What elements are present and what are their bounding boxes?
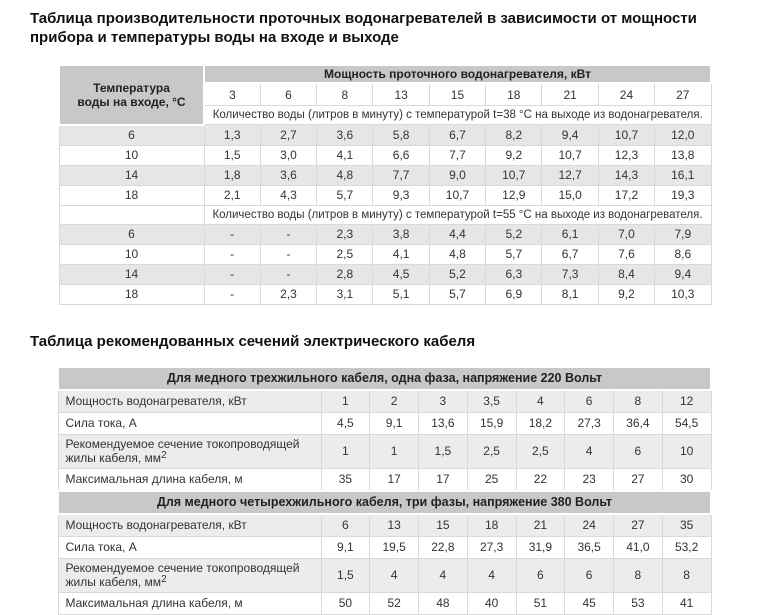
value-cell: 9,3 <box>373 185 429 205</box>
value-cell: 21 <box>516 514 565 537</box>
power-value-cell: 13 <box>373 83 429 106</box>
temp-cell: 18 <box>59 185 204 205</box>
table-row <box>59 125 711 146</box>
subheader-cell: Количество воды (литров в минуту) с температурой t=55 °С на выходе из водонагревателя. <box>204 205 711 224</box>
table-row <box>59 264 711 284</box>
power-header-cell: Мощность проточного водонагревателя, кВт <box>204 65 711 83</box>
value-cell: 2,5 <box>516 434 565 468</box>
value-cell: 7,7 <box>373 165 429 185</box>
value-cell: 3,8 <box>373 224 429 244</box>
superscript: 2 <box>161 574 167 585</box>
value-cell: 36,4 <box>614 412 663 434</box>
table-row <box>59 185 711 205</box>
value-cell: 8,4 <box>598 264 654 284</box>
value-cell: 9,4 <box>542 125 598 146</box>
table-row <box>58 434 711 468</box>
value-cell: 13,8 <box>655 145 711 165</box>
section-header-cell: Для медного трехжильного кабеля, одна фаза, напряжение 220 Вольт <box>58 367 711 390</box>
value-cell: 2,5 <box>467 434 516 468</box>
value-cell: 19,3 <box>655 185 711 205</box>
value-cell: 22,8 <box>419 536 468 558</box>
value-cell: 41 <box>662 592 711 614</box>
value-cell: 40 <box>467 592 516 614</box>
value-cell: 1,5 <box>419 434 468 468</box>
value-cell: 35 <box>321 468 370 491</box>
cable-table <box>57 366 712 615</box>
value-cell: 13,6 <box>419 412 468 434</box>
row-label-cell: Мощность водонагревателя, кВт <box>58 514 321 537</box>
table-row <box>59 65 711 83</box>
temp-axis-header-cell: Температура воды на входе, °С <box>59 65 204 125</box>
temp-cell: 6 <box>59 224 204 244</box>
value-cell: 4,5 <box>321 412 370 434</box>
cable-table-body <box>58 367 711 615</box>
value-cell: 17 <box>419 468 468 491</box>
value-cell: 51 <box>516 592 565 614</box>
value-cell: 30 <box>662 468 711 491</box>
value-cell: 6 <box>614 434 663 468</box>
value-cell: 17,2 <box>598 185 654 205</box>
performance-table <box>58 64 712 305</box>
value-cell: 24 <box>565 514 614 537</box>
temp-cell: 18 <box>59 284 204 304</box>
value-cell: 54,5 <box>662 412 711 434</box>
value-cell: 15,0 <box>542 185 598 205</box>
value-cell: 1,8 <box>204 165 260 185</box>
table-row <box>59 205 711 224</box>
value-cell: 36,5 <box>565 536 614 558</box>
table-row <box>58 536 711 558</box>
value-cell: 1 <box>321 390 370 413</box>
value-cell: 10 <box>662 434 711 468</box>
subheader-cell: Количество воды (литров в минуту) с температурой t=38 °С на выходе из водонагревателя. <box>204 106 711 125</box>
value-cell: 4 <box>516 390 565 413</box>
value-cell: 4,1 <box>373 244 429 264</box>
value-cell: 4 <box>565 434 614 468</box>
value-cell: 6,7 <box>429 125 485 146</box>
value-cell: 5,2 <box>429 264 485 284</box>
value-cell: 7,6 <box>598 244 654 264</box>
power-value-cell: 24 <box>598 83 654 106</box>
row-label-cell: Мощность водонагревателя, кВт <box>58 390 321 413</box>
superscript: 2 <box>161 450 167 461</box>
value-cell: 27,3 <box>467 536 516 558</box>
value-cell: 4,5 <box>373 264 429 284</box>
value-cell: 4 <box>370 558 419 592</box>
value-cell: 53 <box>614 592 663 614</box>
value-cell: - <box>204 244 260 264</box>
value-cell: 31,9 <box>516 536 565 558</box>
row-label-cell: Сила тока, А <box>58 412 321 434</box>
value-cell: 5,7 <box>429 284 485 304</box>
value-cell: 27 <box>614 514 663 537</box>
value-cell: 5,7 <box>317 185 373 205</box>
value-cell: 3,1 <box>317 284 373 304</box>
temp-cell: 6 <box>59 125 204 146</box>
value-cell: 4,3 <box>260 185 316 205</box>
value-cell: 25 <box>467 468 516 491</box>
row-label-cell: Максимальная длина кабеля, м <box>58 592 321 614</box>
table-row <box>58 514 711 537</box>
value-cell: 18,2 <box>516 412 565 434</box>
value-cell: 8 <box>614 390 663 413</box>
table-row <box>59 224 711 244</box>
value-cell: 6 <box>321 514 370 537</box>
value-cell: 15 <box>419 514 468 537</box>
value-cell: 9,4 <box>655 264 711 284</box>
power-value-cell: 15 <box>429 83 485 106</box>
power-value-cell: 21 <box>542 83 598 106</box>
value-cell: 5,7 <box>486 244 542 264</box>
table-row <box>58 592 711 614</box>
value-cell: 8 <box>614 558 663 592</box>
value-cell: 4,4 <box>429 224 485 244</box>
value-cell: 10,7 <box>598 125 654 146</box>
value-cell: 12,9 <box>486 185 542 205</box>
value-cell: 4,8 <box>317 165 373 185</box>
table-row <box>58 491 711 514</box>
value-cell: - <box>204 284 260 304</box>
table-row <box>58 412 711 434</box>
value-cell: 52 <box>370 592 419 614</box>
value-cell: 10,3 <box>655 284 711 304</box>
table-row <box>58 367 711 390</box>
value-cell: 48 <box>419 592 468 614</box>
table-row <box>59 165 711 185</box>
temp-cell: 14 <box>59 264 204 284</box>
section-header-cell: Для медного четырехжильного кабеля, три фазы, напряжение 380 Вольт <box>58 491 711 514</box>
power-value-cell: 3 <box>204 83 260 106</box>
value-cell: 19,5 <box>370 536 419 558</box>
value-cell: 5,8 <box>373 125 429 146</box>
value-cell: 41,0 <box>614 536 663 558</box>
value-cell: 22 <box>516 468 565 491</box>
table-row <box>58 558 711 592</box>
value-cell: 8,1 <box>542 284 598 304</box>
value-cell: 8 <box>662 558 711 592</box>
value-cell: 9,2 <box>486 145 542 165</box>
value-cell: - <box>260 264 316 284</box>
value-cell: 2,5 <box>317 244 373 264</box>
value-cell: 6,7 <box>542 244 598 264</box>
value-cell: 2,3 <box>260 284 316 304</box>
value-cell: 2 <box>370 390 419 413</box>
value-cell: 8,6 <box>655 244 711 264</box>
value-cell: 12,0 <box>655 125 711 146</box>
value-cell: 4,8 <box>429 244 485 264</box>
performance-table-title: Таблица производительности проточных водонагревателей в зависимости от мощности прибора и температуры воды на входе и выходе <box>30 10 697 46</box>
value-cell: 10,7 <box>429 185 485 205</box>
value-cell: 3 <box>419 390 468 413</box>
power-value-cell: 27 <box>655 83 711 106</box>
value-cell: 9,1 <box>321 536 370 558</box>
value-cell: 1 <box>321 434 370 468</box>
table-row <box>59 244 711 264</box>
value-cell: 3,6 <box>260 165 316 185</box>
value-cell: - <box>204 264 260 284</box>
value-cell: 27,3 <box>565 412 614 434</box>
value-cell: 10,7 <box>542 145 598 165</box>
value-cell: 12,7 <box>542 165 598 185</box>
value-cell: 1,5 <box>321 558 370 592</box>
value-cell: 6,3 <box>486 264 542 284</box>
value-cell: - <box>260 244 316 264</box>
table-row <box>58 390 711 413</box>
value-cell: 16,1 <box>655 165 711 185</box>
value-cell: 9,0 <box>429 165 485 185</box>
value-cell: 4 <box>467 558 516 592</box>
value-cell: 23 <box>565 468 614 491</box>
temp-cell: 14 <box>59 165 204 185</box>
value-cell: 12 <box>662 390 711 413</box>
temp-cell: 10 <box>59 244 204 264</box>
power-value-cell: 8 <box>317 83 373 106</box>
value-cell: 1 <box>370 434 419 468</box>
value-cell: 6 <box>516 558 565 592</box>
value-cell: 17 <box>370 468 419 491</box>
value-cell: 50 <box>321 592 370 614</box>
table-row <box>58 468 711 491</box>
value-cell: 4 <box>419 558 468 592</box>
value-cell: 2,8 <box>317 264 373 284</box>
value-cell: 14,3 <box>598 165 654 185</box>
value-cell: 27 <box>614 468 663 491</box>
value-cell: 2,7 <box>260 125 316 146</box>
value-cell: 6,1 <box>542 224 598 244</box>
row-label-cell: Максимальная длина кабеля, м <box>58 468 321 491</box>
value-cell: 6 <box>565 390 614 413</box>
value-cell: 18 <box>467 514 516 537</box>
row-label-cell: Рекомендуемое сечение токопроводящей жилы кабеля, $мм^2$ <box>58 434 321 468</box>
value-cell: 13 <box>370 514 419 537</box>
value-cell: 2,1 <box>204 185 260 205</box>
table-row <box>59 284 711 304</box>
value-cell: 6,6 <box>373 145 429 165</box>
value-cell: 2,3 <box>317 224 373 244</box>
value-cell: 8,2 <box>486 125 542 146</box>
row-label-cell: Рекомендуемое сечение токопроводящей жилы кабеля, $мм^2$ <box>58 558 321 592</box>
value-cell: 1,3 <box>204 125 260 146</box>
performance-table-body <box>59 65 711 304</box>
cable-table-title: Таблица рекомендованных сечений электрического кабеля <box>30 332 476 350</box>
value-cell: 7,9 <box>655 224 711 244</box>
value-cell: 7,3 <box>542 264 598 284</box>
value-cell: 7,7 <box>429 145 485 165</box>
temp-cell: 10 <box>59 145 204 165</box>
value-cell: 15,9 <box>467 412 516 434</box>
row-label-cell: Сила тока, А <box>58 536 321 558</box>
value-cell: 3,6 <box>317 125 373 146</box>
value-cell: - <box>260 224 316 244</box>
value-cell: 6,9 <box>486 284 542 304</box>
value-cell: 5,2 <box>486 224 542 244</box>
value-cell: 3,5 <box>467 390 516 413</box>
value-cell: 9,1 <box>370 412 419 434</box>
value-cell: 45 <box>565 592 614 614</box>
value-cell: 3,0 <box>260 145 316 165</box>
value-cell: 5,1 <box>373 284 429 304</box>
value-cell: 4,1 <box>317 145 373 165</box>
value-cell: 1,5 <box>204 145 260 165</box>
table-row <box>59 145 711 165</box>
value-cell: 7,0 <box>598 224 654 244</box>
power-value-cell: 6 <box>260 83 316 106</box>
empty-cell <box>59 205 204 224</box>
value-cell: - <box>204 224 260 244</box>
value-cell: 53,2 <box>662 536 711 558</box>
value-cell: 9,2 <box>598 284 654 304</box>
value-cell: 35 <box>662 514 711 537</box>
value-cell: 12,3 <box>598 145 654 165</box>
value-cell: 6 <box>565 558 614 592</box>
power-value-cell: 18 <box>486 83 542 106</box>
value-cell: 10,7 <box>486 165 542 185</box>
